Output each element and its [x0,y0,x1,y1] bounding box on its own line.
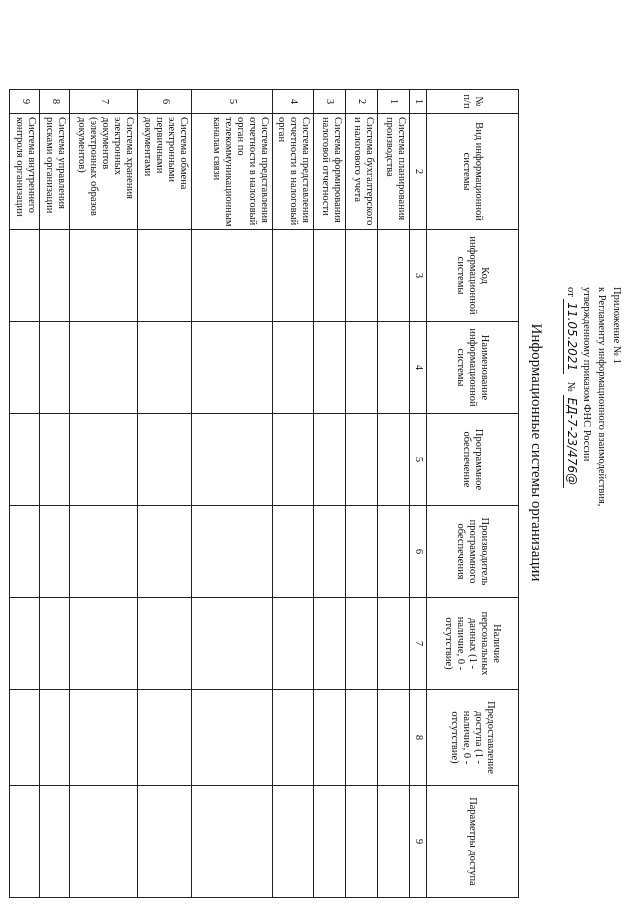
table-row [40,90,70,898]
system-type: Система обмена электронными первичными документами [138,114,192,230]
vendor-cell[interactable] [345,506,377,598]
access-params-cell[interactable] [70,786,138,898]
name-cell[interactable] [272,322,313,414]
access-cell[interactable] [345,690,377,786]
header-cell: Предоставление доступа (1 - наличие, 0 - отсутствие) [427,690,519,786]
personal-data-cell[interactable] [345,598,377,690]
header-row [427,90,519,898]
personal-data-cell[interactable] [313,598,345,690]
software-cell[interactable] [138,414,192,506]
date-prefix: от [565,287,576,297]
row-number: 3 [313,90,345,114]
name-cell[interactable] [192,322,272,414]
access-params-cell[interactable] [313,786,345,898]
name-cell[interactable] [345,322,377,414]
access-params-cell[interactable] [10,786,40,898]
software-cell[interactable] [345,414,377,506]
name-cell[interactable] [313,322,345,414]
system-type: Система формирования налоговой отчетности [313,114,345,230]
header-cell: № п/п [427,90,519,114]
header-cell: Параметры доступа [427,786,519,898]
code-cell[interactable] [10,230,40,322]
code-cell[interactable] [192,230,272,322]
row-number: 8 [40,90,70,114]
personal-data-cell[interactable] [377,598,409,690]
systems-table [9,89,519,898]
access-cell[interactable] [70,690,138,786]
code-cell[interactable] [138,230,192,322]
personal-data-cell[interactable] [10,598,40,690]
access-cell[interactable] [10,690,40,786]
name-cell[interactable] [138,322,192,414]
code-cell[interactable] [313,230,345,322]
vendor-cell[interactable] [70,506,138,598]
software-cell[interactable] [70,414,138,506]
table-row [272,90,313,898]
access-params-cell[interactable] [40,786,70,898]
personal-data-cell[interactable] [272,598,313,690]
access-cell[interactable] [377,690,409,786]
system-type: Система бухгалтерского и налогового учета [345,114,377,230]
software-cell[interactable] [192,414,272,506]
column-number: 6 [410,506,427,598]
column-number: 7 [410,598,427,690]
system-type: Система управления рисками организации [40,114,70,230]
page-title: Информационные системы организации [528,323,544,582]
system-type: Система планирования производства [377,114,409,230]
appendix-regulation: к Регламенту информационного взаимодействия, [596,287,607,507]
access-params-cell[interactable] [345,786,377,898]
software-cell[interactable] [272,414,313,506]
vendor-cell[interactable] [40,506,70,598]
software-cell[interactable] [40,414,70,506]
column-number: 8 [410,690,427,786]
row-number: 9 [10,90,40,114]
table-row [345,90,377,898]
access-cell[interactable] [272,690,313,786]
system-type: Система представления отчетности в налоговый орган по телекоммуникационным каналам связи [192,114,272,230]
software-cell[interactable] [313,414,345,506]
column-number: 4 [410,322,427,414]
vendor-cell[interactable] [192,506,272,598]
row-number: 2 [345,90,377,114]
access-params-cell[interactable] [138,786,192,898]
row-number: 5 [192,90,272,114]
column-number: 9 [410,786,427,898]
access-cell[interactable] [192,690,272,786]
row-number: 1 [377,90,409,114]
name-cell[interactable] [10,322,40,414]
name-cell[interactable] [377,322,409,414]
system-type: Система хранения электронных документов (электронных образов документов) [70,114,138,230]
table-row [192,90,272,898]
appendix-order: утвержденному приказом ФНС России [581,287,592,462]
appendix-number: Приложение № 1 [611,287,622,364]
vendor-cell[interactable] [377,506,409,598]
code-cell[interactable] [70,230,138,322]
vendor-cell[interactable] [138,506,192,598]
code-cell[interactable] [272,230,313,322]
code-cell[interactable] [40,230,70,322]
code-cell[interactable] [345,230,377,322]
access-cell[interactable] [40,690,70,786]
table-row [138,90,192,898]
header-cell: Производитель программного обеспечения [427,506,519,598]
column-number: 5 [410,414,427,506]
software-cell[interactable] [10,414,40,506]
access-cell[interactable] [313,690,345,786]
name-cell[interactable] [70,322,138,414]
access-cell[interactable] [138,690,192,786]
handwritten-number: ЕД-7-23/476@ [563,395,579,488]
header-cell: Программное обеспечение [427,414,519,506]
access-params-cell[interactable] [272,786,313,898]
personal-data-cell[interactable] [70,598,138,690]
name-cell[interactable] [40,322,70,414]
table-row [10,90,40,898]
column-number: 2 [410,114,427,230]
row-number: 7 [70,90,138,114]
vendor-cell[interactable] [10,506,40,598]
number-prefix: № [565,381,576,392]
code-cell[interactable] [377,230,409,322]
header-cell: Наличие персональных данных (1 - наличие, 0 - отсутствие) [427,598,519,690]
vendor-cell[interactable] [313,506,345,598]
table-row [70,90,138,898]
table-row [313,90,345,898]
row-number: 4 [272,90,313,114]
software-cell[interactable] [377,414,409,506]
system-type: Система представления отчетности в налоговый орган [272,114,313,230]
header-cell: Код информационной системы [427,230,519,322]
appendix-date-line [563,287,579,506]
personal-data-cell[interactable] [192,598,272,690]
column-number: 3 [410,230,427,322]
row-number: 6 [138,90,192,114]
system-type: Система внутреннего контроля организации [10,114,40,230]
personal-data-cell[interactable] [138,598,192,690]
access-params-cell[interactable] [377,786,409,898]
personal-data-cell[interactable] [40,598,70,690]
handwritten-date: 11.05.2021 [563,299,579,374]
appendix-header [563,287,624,506]
column-number: 1 [410,90,427,114]
access-params-cell[interactable] [192,786,272,898]
header-cell: Наименование информационной системы [427,322,519,414]
column-number-row [410,90,427,898]
vendor-cell[interactable] [272,506,313,598]
table-row [377,90,409,898]
header-cell: Вид информационной системы [427,114,519,230]
